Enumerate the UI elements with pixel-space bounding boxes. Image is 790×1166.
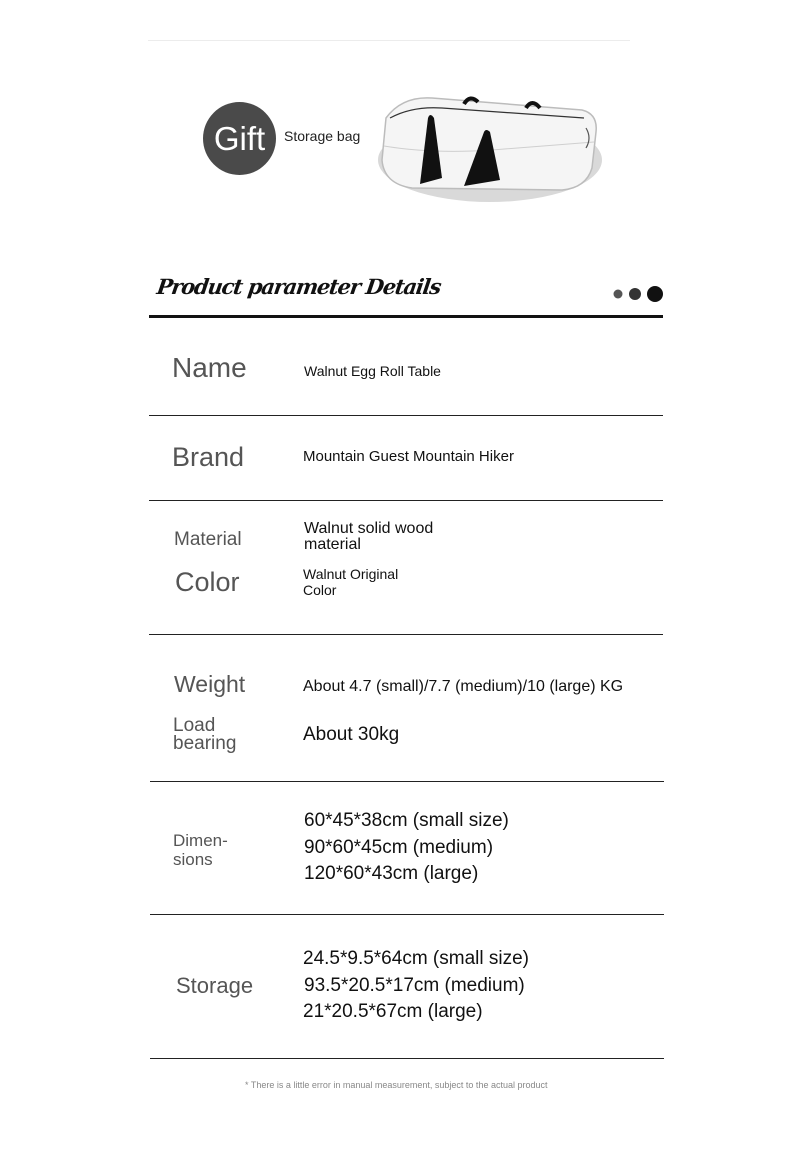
- weight-value: About 4.7 (small)/7.7 (medium)/10 (large) KG: [303, 678, 624, 695]
- row-divider: [149, 415, 663, 416]
- storage-large: 21*20.5*67cm (large): [303, 1001, 483, 1022]
- load-value: About 30kg: [303, 724, 400, 745]
- dots-decoration: [612, 285, 668, 303]
- storage-medium: 93.5*20.5*17cm (medium): [304, 975, 525, 996]
- header-rule: [149, 315, 663, 318]
- row-divider: [149, 500, 663, 501]
- measurement-note: * There is a little error in manual measurement, subject to the actual product: [245, 1080, 548, 1090]
- brand-value: Mountain Guest Mountain Hiker: [303, 448, 514, 465]
- material-value-line1: Walnut solid wood: [304, 520, 434, 537]
- name-label: Name: [172, 352, 247, 383]
- material-value-line2: material: [304, 536, 361, 553]
- dimensions-medium: 90*60*45cm (medium): [304, 837, 494, 858]
- material-label: Material: [174, 529, 242, 550]
- dimensions-label-line2: sions: [173, 850, 213, 869]
- color-value-line1: Walnut Original: [303, 566, 399, 582]
- brand-label: Brand: [172, 442, 245, 472]
- row-divider: [150, 914, 664, 915]
- storage-bag-image: [372, 88, 604, 210]
- row-divider: [149, 634, 663, 635]
- dimensions-label-line1: Dimen-: [173, 831, 228, 850]
- load-label-line1: Load: [173, 715, 216, 736]
- storage-small: 24.5*9.5*64cm (small size): [303, 948, 529, 969]
- name-value: Walnut Egg Roll Table: [304, 363, 441, 379]
- row-divider: [150, 781, 664, 782]
- section-title: Product parameter Details: [155, 274, 443, 299]
- color-value-line2: Color: [303, 582, 337, 598]
- row-divider: [150, 1058, 664, 1059]
- dimensions-small: 60*45*38cm (small size): [304, 810, 509, 831]
- top-divider: [148, 40, 630, 41]
- color-label: Color: [175, 567, 240, 597]
- dimensions-large: 120*60*43cm (large): [304, 863, 479, 884]
- storage-label: Storage: [176, 973, 254, 998]
- weight-label: Weight: [174, 671, 246, 697]
- load-label-line2: bearing: [173, 733, 237, 754]
- gift-badge: Gift: [203, 102, 276, 175]
- gift-caption: Storage bag: [284, 128, 361, 144]
